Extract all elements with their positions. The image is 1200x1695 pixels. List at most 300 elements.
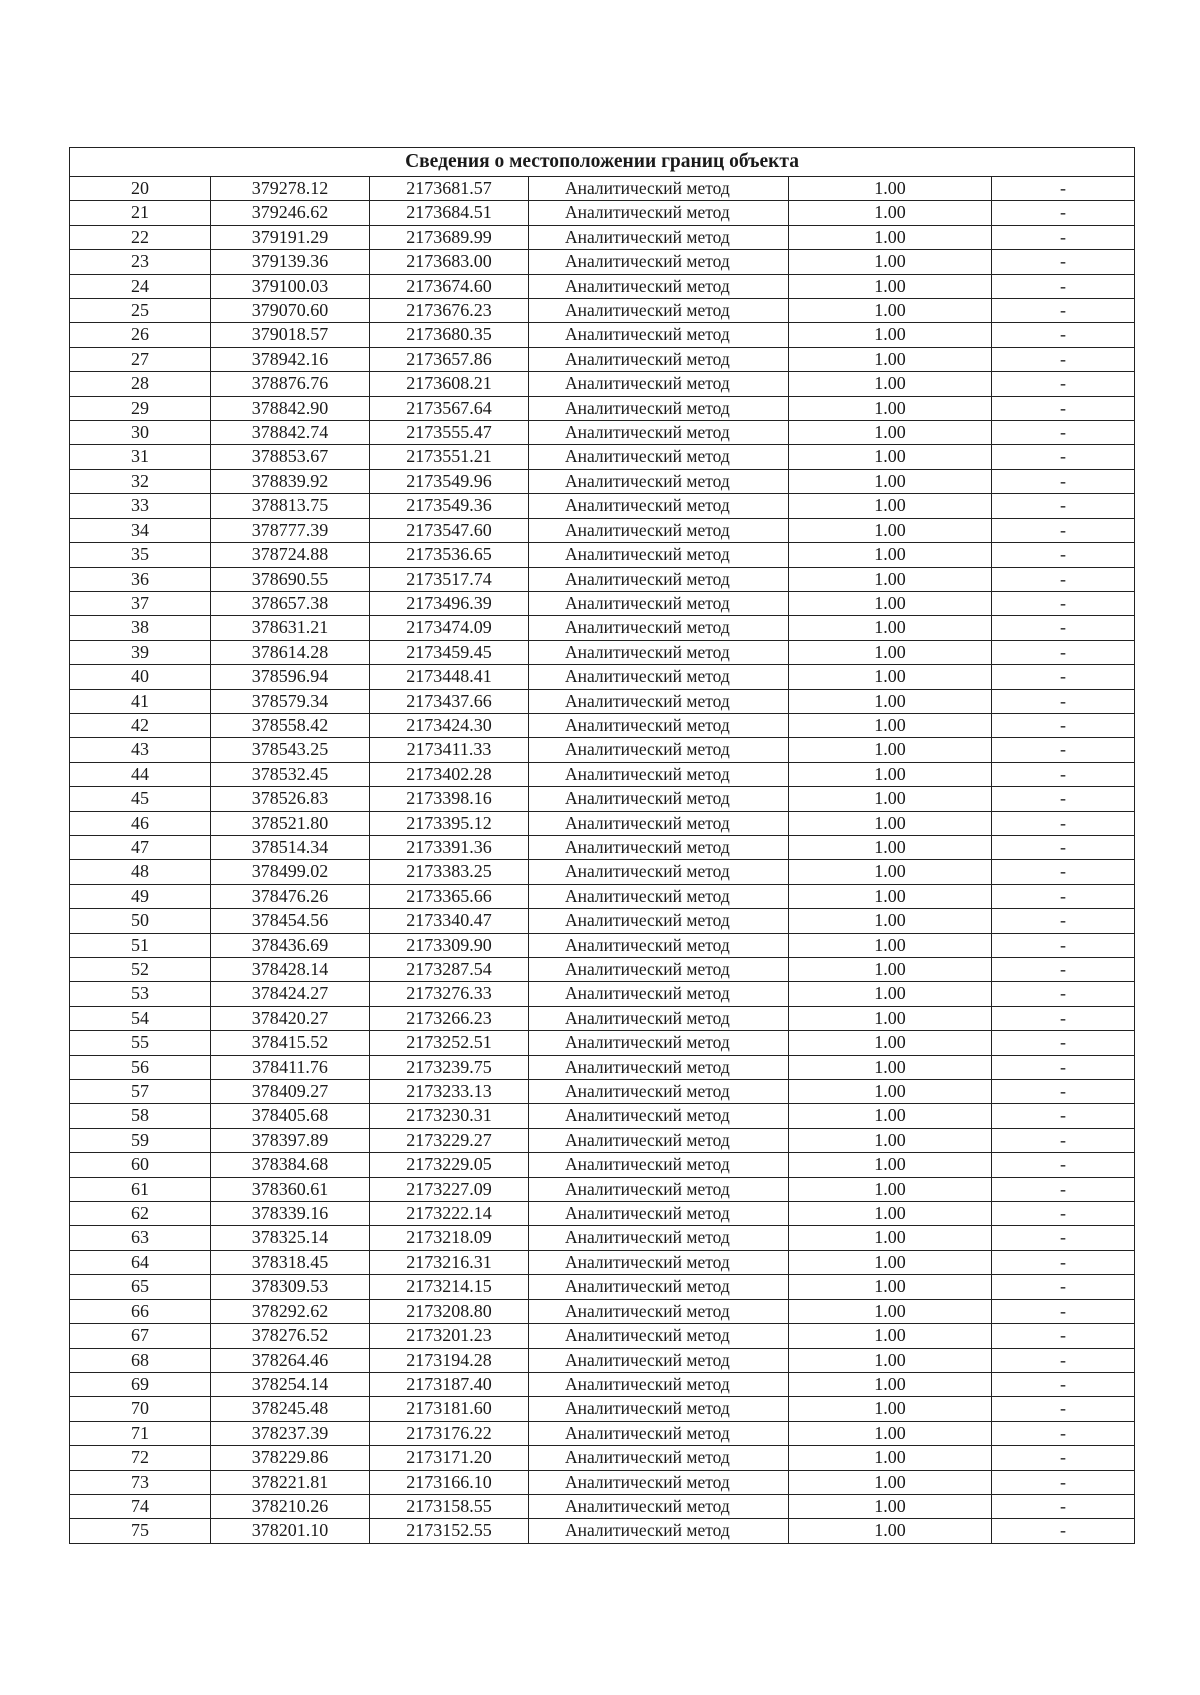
point-number-cell: 30 [70, 421, 211, 445]
method-cell: Аналитический метод [529, 787, 789, 811]
x-coordinate-cell: 378724.88 [211, 543, 370, 567]
method-cell: Аналитический метод [529, 567, 789, 591]
method-cell: Аналитический метод [529, 1104, 789, 1128]
point-number-cell: 60 [70, 1153, 211, 1177]
description-cell: - [992, 909, 1135, 933]
accuracy-cell: 1.00 [789, 958, 992, 982]
description-cell: - [992, 1202, 1135, 1226]
y-coordinate-cell: 2173536.65 [370, 543, 529, 567]
y-coordinate-cell: 2173230.31 [370, 1104, 529, 1128]
y-coordinate-cell: 2173395.12 [370, 811, 529, 835]
y-coordinate-cell: 2173233.13 [370, 1080, 529, 1104]
table-title: Сведения о местоположении границ объекта [70, 148, 1135, 177]
description-cell: - [992, 1031, 1135, 1055]
x-coordinate-cell: 378532.45 [211, 762, 370, 786]
point-number-cell: 31 [70, 445, 211, 469]
boundary-coordinates-table [69, 147, 1135, 1544]
table-row [70, 274, 1135, 298]
description-cell: - [992, 323, 1135, 347]
description-cell: - [992, 811, 1135, 835]
description-cell: - [992, 250, 1135, 274]
method-cell: Аналитический метод [529, 1372, 789, 1396]
table-row [70, 933, 1135, 957]
y-coordinate-cell: 2173424.30 [370, 713, 529, 737]
y-coordinate-cell: 2173194.28 [370, 1348, 529, 1372]
x-coordinate-cell: 378631.21 [211, 616, 370, 640]
table-row [70, 982, 1135, 1006]
accuracy-cell: 1.00 [789, 1470, 992, 1494]
description-cell: - [992, 787, 1135, 811]
method-cell: Аналитический метод [529, 1031, 789, 1055]
accuracy-cell: 1.00 [789, 689, 992, 713]
x-coordinate-cell: 378558.42 [211, 713, 370, 737]
y-coordinate-cell: 2173398.16 [370, 787, 529, 811]
table-row [70, 1128, 1135, 1152]
table-row [70, 299, 1135, 323]
y-coordinate-cell: 2173218.09 [370, 1226, 529, 1250]
description-cell: - [992, 1177, 1135, 1201]
method-cell: Аналитический метод [529, 494, 789, 518]
description-cell: - [992, 713, 1135, 737]
method-cell: Аналитический метод [529, 860, 789, 884]
table-row [70, 201, 1135, 225]
table-row [70, 1006, 1135, 1030]
point-number-cell: 64 [70, 1250, 211, 1274]
y-coordinate-cell: 2173547.60 [370, 518, 529, 542]
y-coordinate-cell: 2173252.51 [370, 1031, 529, 1055]
table-row [70, 1177, 1135, 1201]
accuracy-cell: 1.00 [789, 1299, 992, 1323]
method-cell: Аналитический метод [529, 1397, 789, 1421]
point-number-cell: 43 [70, 738, 211, 762]
description-cell: - [992, 1055, 1135, 1079]
point-number-cell: 48 [70, 860, 211, 884]
point-number-cell: 32 [70, 469, 211, 493]
point-number-cell: 49 [70, 884, 211, 908]
point-number-cell: 38 [70, 616, 211, 640]
description-cell: - [992, 347, 1135, 371]
method-cell: Аналитический метод [529, 177, 789, 201]
accuracy-cell: 1.00 [789, 1226, 992, 1250]
table-row [70, 1055, 1135, 1079]
x-coordinate-cell: 378614.28 [211, 640, 370, 664]
x-coordinate-cell: 378514.34 [211, 835, 370, 859]
method-cell: Аналитический метод [529, 1128, 789, 1152]
accuracy-cell: 1.00 [789, 1250, 992, 1274]
x-coordinate-cell: 379278.12 [211, 177, 370, 201]
point-number-cell: 35 [70, 543, 211, 567]
table-row [70, 1397, 1135, 1421]
table-row [70, 372, 1135, 396]
table-row [70, 1104, 1135, 1128]
method-cell: Аналитический метод [529, 1348, 789, 1372]
table-row [70, 445, 1135, 469]
y-coordinate-cell: 2173402.28 [370, 762, 529, 786]
point-number-cell: 63 [70, 1226, 211, 1250]
table-row [70, 469, 1135, 493]
accuracy-cell: 1.00 [789, 787, 992, 811]
x-coordinate-cell: 378264.46 [211, 1348, 370, 1372]
point-number-cell: 57 [70, 1080, 211, 1104]
accuracy-cell: 1.00 [789, 396, 992, 420]
accuracy-cell: 1.00 [789, 616, 992, 640]
y-coordinate-cell: 2173166.10 [370, 1470, 529, 1494]
x-coordinate-cell: 378237.39 [211, 1421, 370, 1445]
description-cell: - [992, 1446, 1135, 1470]
method-cell: Аналитический метод [529, 347, 789, 371]
accuracy-cell: 1.00 [789, 469, 992, 493]
x-coordinate-cell: 378876.76 [211, 372, 370, 396]
description-cell: - [992, 958, 1135, 982]
point-number-cell: 69 [70, 1372, 211, 1396]
method-cell: Аналитический метод [529, 884, 789, 908]
y-coordinate-cell: 2173383.25 [370, 860, 529, 884]
method-cell: Аналитический метод [529, 372, 789, 396]
method-cell: Аналитический метод [529, 640, 789, 664]
x-coordinate-cell: 378245.48 [211, 1397, 370, 1421]
x-coordinate-cell: 378276.52 [211, 1324, 370, 1348]
table-row [70, 1470, 1135, 1494]
description-cell: - [992, 494, 1135, 518]
description-cell: - [992, 518, 1135, 542]
accuracy-cell: 1.00 [789, 1494, 992, 1518]
x-coordinate-cell: 378842.90 [211, 396, 370, 420]
y-coordinate-cell: 2173549.36 [370, 494, 529, 518]
accuracy-cell: 1.00 [789, 884, 992, 908]
description-cell: - [992, 616, 1135, 640]
table-row [70, 762, 1135, 786]
y-coordinate-cell: 2173340.47 [370, 909, 529, 933]
method-cell: Аналитический метод [529, 738, 789, 762]
x-coordinate-cell: 378521.80 [211, 811, 370, 835]
x-coordinate-cell: 378424.27 [211, 982, 370, 1006]
table-title-row [70, 148, 1135, 177]
point-number-cell: 68 [70, 1348, 211, 1372]
y-coordinate-cell: 2173222.14 [370, 1202, 529, 1226]
accuracy-cell: 1.00 [789, 445, 992, 469]
y-coordinate-cell: 2173208.80 [370, 1299, 529, 1323]
method-cell: Аналитический метод [529, 1153, 789, 1177]
y-coordinate-cell: 2173266.23 [370, 1006, 529, 1030]
table-row [70, 958, 1135, 982]
y-coordinate-cell: 2173229.05 [370, 1153, 529, 1177]
description-cell: - [992, 1080, 1135, 1104]
table-row [70, 421, 1135, 445]
method-cell: Аналитический метод [529, 811, 789, 835]
description-cell: - [992, 1299, 1135, 1323]
accuracy-cell: 1.00 [789, 762, 992, 786]
description-cell: - [992, 835, 1135, 859]
point-number-cell: 53 [70, 982, 211, 1006]
y-coordinate-cell: 2173391.36 [370, 835, 529, 859]
x-coordinate-cell: 378428.14 [211, 958, 370, 982]
table-row [70, 396, 1135, 420]
point-number-cell: 52 [70, 958, 211, 982]
x-coordinate-cell: 378690.55 [211, 567, 370, 591]
y-coordinate-cell: 2173158.55 [370, 1494, 529, 1518]
description-cell: - [992, 201, 1135, 225]
table-row [70, 640, 1135, 664]
point-number-cell: 56 [70, 1055, 211, 1079]
point-number-cell: 33 [70, 494, 211, 518]
accuracy-cell: 1.00 [789, 1324, 992, 1348]
x-coordinate-cell: 378397.89 [211, 1128, 370, 1152]
accuracy-cell: 1.00 [789, 274, 992, 298]
description-cell: - [992, 860, 1135, 884]
point-number-cell: 23 [70, 250, 211, 274]
y-coordinate-cell: 2173657.86 [370, 347, 529, 371]
description-cell: - [992, 1519, 1135, 1543]
description-cell: - [992, 591, 1135, 615]
table-body [70, 177, 1135, 1544]
method-cell: Аналитический метод [529, 1275, 789, 1299]
point-number-cell: 28 [70, 372, 211, 396]
point-number-cell: 62 [70, 1202, 211, 1226]
y-coordinate-cell: 2173551.21 [370, 445, 529, 469]
table-row [70, 1421, 1135, 1445]
description-cell: - [992, 933, 1135, 957]
description-cell: - [992, 1494, 1135, 1518]
table-row [70, 738, 1135, 762]
accuracy-cell: 1.00 [789, 347, 992, 371]
accuracy-cell: 1.00 [789, 1348, 992, 1372]
y-coordinate-cell: 2173517.74 [370, 567, 529, 591]
x-coordinate-cell: 378254.14 [211, 1372, 370, 1396]
table-row [70, 616, 1135, 640]
y-coordinate-cell: 2173229.27 [370, 1128, 529, 1152]
description-cell: - [992, 372, 1135, 396]
x-coordinate-cell: 378292.62 [211, 1299, 370, 1323]
x-coordinate-cell: 378420.27 [211, 1006, 370, 1030]
table-row [70, 1324, 1135, 1348]
x-coordinate-cell: 378436.69 [211, 933, 370, 957]
y-coordinate-cell: 2173474.09 [370, 616, 529, 640]
table-row [70, 494, 1135, 518]
x-coordinate-cell: 378454.56 [211, 909, 370, 933]
x-coordinate-cell: 378201.10 [211, 1519, 370, 1543]
table-row [70, 860, 1135, 884]
x-coordinate-cell: 379018.57 [211, 323, 370, 347]
table-row [70, 347, 1135, 371]
method-cell: Аналитический метод [529, 543, 789, 567]
accuracy-cell: 1.00 [789, 909, 992, 933]
y-coordinate-cell: 2173567.64 [370, 396, 529, 420]
point-number-cell: 24 [70, 274, 211, 298]
description-cell: - [992, 1104, 1135, 1128]
description-cell: - [992, 421, 1135, 445]
accuracy-cell: 1.00 [789, 518, 992, 542]
x-coordinate-cell: 378405.68 [211, 1104, 370, 1128]
point-number-cell: 22 [70, 225, 211, 249]
point-number-cell: 74 [70, 1494, 211, 1518]
accuracy-cell: 1.00 [789, 835, 992, 859]
table-row [70, 1446, 1135, 1470]
accuracy-cell: 1.00 [789, 738, 992, 762]
table-row [70, 323, 1135, 347]
x-coordinate-cell: 378476.26 [211, 884, 370, 908]
method-cell: Аналитический метод [529, 323, 789, 347]
point-number-cell: 42 [70, 713, 211, 737]
point-number-cell: 21 [70, 201, 211, 225]
description-cell: - [992, 225, 1135, 249]
x-coordinate-cell: 378318.45 [211, 1250, 370, 1274]
accuracy-cell: 1.00 [789, 665, 992, 689]
method-cell: Аналитический метод [529, 616, 789, 640]
method-cell: Аналитический метод [529, 445, 789, 469]
point-number-cell: 36 [70, 567, 211, 591]
method-cell: Аналитический метод [529, 274, 789, 298]
point-number-cell: 55 [70, 1031, 211, 1055]
method-cell: Аналитический метод [529, 909, 789, 933]
x-coordinate-cell: 378384.68 [211, 1153, 370, 1177]
description-cell: - [992, 543, 1135, 567]
table-row [70, 1299, 1135, 1323]
accuracy-cell: 1.00 [789, 372, 992, 396]
accuracy-cell: 1.00 [789, 982, 992, 1006]
accuracy-cell: 1.00 [789, 1275, 992, 1299]
point-number-cell: 26 [70, 323, 211, 347]
y-coordinate-cell: 2173683.00 [370, 250, 529, 274]
accuracy-cell: 1.00 [789, 1372, 992, 1396]
method-cell: Аналитический метод [529, 1421, 789, 1445]
accuracy-cell: 1.00 [789, 323, 992, 347]
description-cell: - [992, 1421, 1135, 1445]
point-number-cell: 37 [70, 591, 211, 615]
x-coordinate-cell: 378942.16 [211, 347, 370, 371]
method-cell: Аналитический метод [529, 591, 789, 615]
accuracy-cell: 1.00 [789, 543, 992, 567]
y-coordinate-cell: 2173555.47 [370, 421, 529, 445]
x-coordinate-cell: 378409.27 [211, 1080, 370, 1104]
accuracy-cell: 1.00 [789, 860, 992, 884]
y-coordinate-cell: 2173437.66 [370, 689, 529, 713]
description-cell: - [992, 274, 1135, 298]
table-row [70, 1275, 1135, 1299]
point-number-cell: 39 [70, 640, 211, 664]
method-cell: Аналитический метод [529, 933, 789, 957]
x-coordinate-cell: 378596.94 [211, 665, 370, 689]
y-coordinate-cell: 2173684.51 [370, 201, 529, 225]
description-cell: - [992, 299, 1135, 323]
description-cell: - [992, 982, 1135, 1006]
table-row [70, 909, 1135, 933]
method-cell: Аналитический метод [529, 1250, 789, 1274]
accuracy-cell: 1.00 [789, 1202, 992, 1226]
point-number-cell: 66 [70, 1299, 211, 1323]
description-cell: - [992, 396, 1135, 420]
method-cell: Аналитический метод [529, 1226, 789, 1250]
table-row [70, 1372, 1135, 1396]
accuracy-cell: 1.00 [789, 1177, 992, 1201]
x-coordinate-cell: 378415.52 [211, 1031, 370, 1055]
point-number-cell: 72 [70, 1446, 211, 1470]
x-coordinate-cell: 379191.29 [211, 225, 370, 249]
description-cell: - [992, 1128, 1135, 1152]
y-coordinate-cell: 2173448.41 [370, 665, 529, 689]
x-coordinate-cell: 379100.03 [211, 274, 370, 298]
description-cell: - [992, 1275, 1135, 1299]
method-cell: Аналитический метод [529, 1494, 789, 1518]
point-number-cell: 75 [70, 1519, 211, 1543]
x-coordinate-cell: 378221.81 [211, 1470, 370, 1494]
accuracy-cell: 1.00 [789, 1006, 992, 1030]
method-cell: Аналитический метод [529, 982, 789, 1006]
point-number-cell: 65 [70, 1275, 211, 1299]
description-cell: - [992, 177, 1135, 201]
table-row [70, 567, 1135, 591]
x-coordinate-cell: 378526.83 [211, 787, 370, 811]
accuracy-cell: 1.00 [789, 1446, 992, 1470]
point-number-cell: 67 [70, 1324, 211, 1348]
x-coordinate-cell: 378813.75 [211, 494, 370, 518]
accuracy-cell: 1.00 [789, 1421, 992, 1445]
accuracy-cell: 1.00 [789, 201, 992, 225]
table-row [70, 1494, 1135, 1518]
accuracy-cell: 1.00 [789, 713, 992, 737]
y-coordinate-cell: 2173411.33 [370, 738, 529, 762]
method-cell: Аналитический метод [529, 421, 789, 445]
description-cell: - [992, 1324, 1135, 1348]
x-coordinate-cell: 378777.39 [211, 518, 370, 542]
y-coordinate-cell: 2173549.96 [370, 469, 529, 493]
accuracy-cell: 1.00 [789, 640, 992, 664]
description-cell: - [992, 469, 1135, 493]
point-number-cell: 58 [70, 1104, 211, 1128]
point-number-cell: 40 [70, 665, 211, 689]
method-cell: Аналитический метод [529, 762, 789, 786]
description-cell: - [992, 567, 1135, 591]
x-coordinate-cell: 378325.14 [211, 1226, 370, 1250]
description-cell: - [992, 762, 1135, 786]
accuracy-cell: 1.00 [789, 177, 992, 201]
y-coordinate-cell: 2173680.35 [370, 323, 529, 347]
y-coordinate-cell: 2173152.55 [370, 1519, 529, 1543]
x-coordinate-cell: 379139.36 [211, 250, 370, 274]
point-number-cell: 25 [70, 299, 211, 323]
method-cell: Аналитический метод [529, 958, 789, 982]
method-cell: Аналитический метод [529, 1299, 789, 1323]
method-cell: Аналитический метод [529, 835, 789, 859]
y-coordinate-cell: 2173239.75 [370, 1055, 529, 1079]
y-coordinate-cell: 2173496.39 [370, 591, 529, 615]
method-cell: Аналитический метод [529, 469, 789, 493]
x-coordinate-cell: 378657.38 [211, 591, 370, 615]
method-cell: Аналитический метод [529, 713, 789, 737]
point-number-cell: 59 [70, 1128, 211, 1152]
y-coordinate-cell: 2173201.23 [370, 1324, 529, 1348]
method-cell: Аналитический метод [529, 518, 789, 542]
table-row [70, 1080, 1135, 1104]
x-coordinate-cell: 378839.92 [211, 469, 370, 493]
point-number-cell: 47 [70, 835, 211, 859]
y-coordinate-cell: 2173216.31 [370, 1250, 529, 1274]
accuracy-cell: 1.00 [789, 1031, 992, 1055]
method-cell: Аналитический метод [529, 1324, 789, 1348]
point-number-cell: 51 [70, 933, 211, 957]
x-coordinate-cell: 378210.26 [211, 1494, 370, 1518]
table-row [70, 1519, 1135, 1543]
accuracy-cell: 1.00 [789, 591, 992, 615]
accuracy-cell: 1.00 [789, 1055, 992, 1079]
y-coordinate-cell: 2173608.21 [370, 372, 529, 396]
y-coordinate-cell: 2173676.23 [370, 299, 529, 323]
accuracy-cell: 1.00 [789, 811, 992, 835]
y-coordinate-cell: 2173227.09 [370, 1177, 529, 1201]
method-cell: Аналитический метод [529, 396, 789, 420]
y-coordinate-cell: 2173365.66 [370, 884, 529, 908]
point-number-cell: 46 [70, 811, 211, 835]
accuracy-cell: 1.00 [789, 933, 992, 957]
